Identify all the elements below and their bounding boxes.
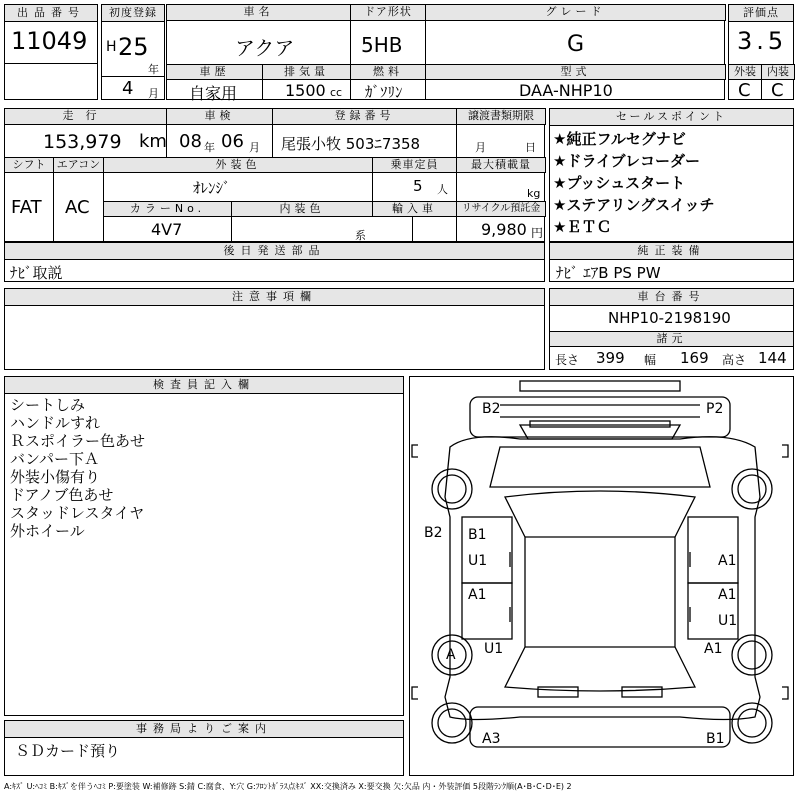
door-type: 5HB: [361, 33, 403, 57]
damage-mark: B2: [482, 401, 501, 417]
office-note: ＳＤカード預り: [15, 742, 121, 760]
later-parts-box: [4, 242, 545, 282]
fuel: ｶﾞｿﾘﾝ: [365, 83, 403, 101]
load-unit: kg: [527, 187, 541, 200]
capacity-unit: 人: [437, 183, 448, 196]
damage-mark: A1: [468, 587, 487, 603]
length: 399: [596, 349, 625, 367]
shift: FAT: [11, 197, 42, 218]
chassis-number: NHP10-2198190: [608, 309, 731, 327]
inspector-box: [4, 376, 404, 716]
model: DAA-NHP10: [519, 81, 613, 100]
transfer-day: 日: [525, 141, 536, 154]
height: 144: [758, 349, 787, 367]
displacement: 1500: [285, 81, 326, 100]
inspector-note: シートしみ: [10, 396, 86, 414]
score: 3.5: [737, 27, 788, 55]
reg-number: 尾張小牧 503ﾆ7358: [281, 135, 421, 153]
color-number: 4V7: [151, 220, 183, 239]
door-label: ドア形状: [350, 4, 426, 21]
inspector-label: 検査員記入欄: [5, 377, 403, 394]
reg-year-unit: 年: [148, 63, 159, 76]
damage-mark: U1: [484, 641, 504, 657]
lot-label: 出品番号: [5, 5, 97, 22]
capacity-label: 乗車定員: [372, 157, 457, 173]
grade: G: [567, 32, 585, 57]
mileage-label: 走行: [4, 108, 167, 125]
regno-label: 登録番号: [272, 108, 457, 125]
damage-mark: A1: [718, 587, 737, 603]
car-info-box: [166, 4, 725, 103]
chassis-label: 車台番号: [550, 289, 793, 306]
damage-mark: A: [446, 647, 456, 663]
disp-unit: cc: [330, 86, 343, 99]
capacity: 5: [413, 177, 423, 195]
registration-box: [101, 4, 165, 100]
car-outline: [410, 377, 795, 777]
notes-label: 注意事項欄: [5, 289, 544, 306]
load-label: 最大積載量: [456, 157, 546, 173]
lot-box: [4, 4, 98, 100]
length-label: 長さ: [555, 353, 580, 367]
notes-box: [4, 288, 545, 370]
chassis-box: [549, 288, 794, 370]
transfer-label: 譲渡書類期限: [456, 108, 546, 125]
int-label: 内装: [761, 64, 795, 80]
reg-label: 初度登録: [102, 5, 164, 22]
lot-number: 11049: [11, 27, 88, 55]
inspector-note: Ｒスポイラー色あせ: [10, 432, 146, 450]
model-label: 型式: [425, 64, 726, 80]
reg-month: 4: [122, 78, 134, 99]
recycle-label: リサイクル預託金: [456, 201, 546, 217]
int-grade: C: [771, 80, 784, 101]
inspector-note: ハンドルすれ: [10, 414, 101, 432]
car-name-label: 車名: [166, 4, 351, 21]
insp-year: 08: [179, 131, 202, 152]
ext-color: ｵﾚﾝｼﾞ: [193, 179, 231, 197]
equipment-label: 純正装備: [550, 243, 793, 260]
car-diagram: [409, 376, 794, 776]
damage-mark: P2: [706, 401, 724, 417]
insp-month: 06: [221, 131, 244, 152]
intcolor-unit: 系: [355, 229, 366, 242]
inspector-note: 外装小傷有り: [10, 468, 101, 486]
ext-label: 外装: [728, 64, 762, 80]
sales-point-label: セールスポイント: [550, 109, 793, 126]
inspector-note: スタッドレスタイヤ: [10, 504, 145, 522]
aircon: AC: [65, 197, 90, 218]
transfer-month: 月: [475, 141, 486, 154]
later-parts-label: 後日発送部品: [5, 243, 544, 260]
damage-mark: B2: [424, 525, 443, 541]
later-parts: ﾅﾋﾞ取説: [10, 264, 63, 282]
legend: A:ｷｽﾞ U:ﾍｺﾐ B:ｷｽﾞを伴うﾍｺﾐ P:要塗装 W:補修跡 S:錆 C:腐食、Y:穴 G:ﾌﾛﾝﾄｶﾞﾗｽ点ｷｽﾞ XX:交換済み X:要交換 欠:欠品 内・外装評価 5段階ﾗﾝｸ順(A･B･C･D･E) 2: [4, 782, 572, 791]
sales-point-item: ★ステアリングスイッチ: [553, 196, 715, 214]
damage-mark: A1: [718, 553, 737, 569]
recycle-unit: 円: [531, 226, 544, 240]
office-box: [4, 720, 404, 776]
office-label: 事務局よりご案内: [5, 721, 403, 738]
damage-mark: U1: [468, 553, 488, 569]
equipment: ﾅﾋﾞ ｴｱB PS PW: [556, 264, 661, 282]
inspector-note: バンパー下Ａ: [10, 450, 99, 468]
sales-point-item: ★プッシュスタート: [553, 174, 686, 192]
shift-label: シフト: [4, 157, 54, 173]
era: H: [106, 39, 117, 55]
mileage: 153,979: [43, 131, 122, 153]
ext-grade: C: [738, 80, 751, 101]
sales-point-box: [549, 108, 794, 242]
damage-mark: A1: [704, 641, 723, 657]
sales-point-item: ★ドライブレコーダー: [553, 152, 700, 170]
ac-label: エアコン: [53, 157, 104, 173]
height-label: 高さ: [722, 353, 747, 367]
history: 自家用: [189, 84, 238, 103]
score-label: 評価点: [729, 5, 793, 22]
inspector-note: 外ホイール: [10, 522, 85, 540]
equipment-box: [549, 242, 794, 282]
main-info-box: [4, 108, 545, 242]
disp-label: 排気量: [262, 64, 351, 80]
import-label: 輸入車: [372, 201, 457, 217]
insp-month-unit: 月: [249, 141, 260, 154]
car-name: アクア: [235, 36, 295, 60]
intcolor-label: 内装色: [231, 201, 373, 217]
reg-year: 25: [118, 33, 149, 61]
inspection-label: 車検: [166, 108, 273, 125]
score-box: [728, 4, 794, 100]
sales-point-item: ★ＥＴＣ: [553, 218, 612, 236]
color-label: 外装色: [103, 157, 373, 173]
colorno-label: カラーNo.: [103, 201, 232, 217]
damage-mark: A3: [482, 731, 501, 747]
fuel-label: 燃料: [350, 64, 426, 80]
damage-mark: B1: [468, 527, 487, 543]
insp-year-unit: 年: [204, 141, 215, 154]
damage-mark: U1: [718, 613, 738, 629]
recycle-fee: 9,980: [481, 220, 527, 239]
reg-month-unit: 月: [148, 87, 159, 100]
grade-label: グレード: [425, 4, 726, 21]
mileage-unit: km: [139, 131, 167, 152]
width-label: 幅: [644, 353, 657, 367]
dims-label: 諸元: [549, 331, 794, 347]
history-label: 車歴: [166, 64, 263, 80]
width: 169: [680, 349, 709, 367]
sales-point-item: ★純正フルセグナビ: [553, 130, 686, 148]
inspector-note: ドアノブ色あせ: [10, 486, 114, 504]
damage-mark: B1: [706, 731, 725, 747]
